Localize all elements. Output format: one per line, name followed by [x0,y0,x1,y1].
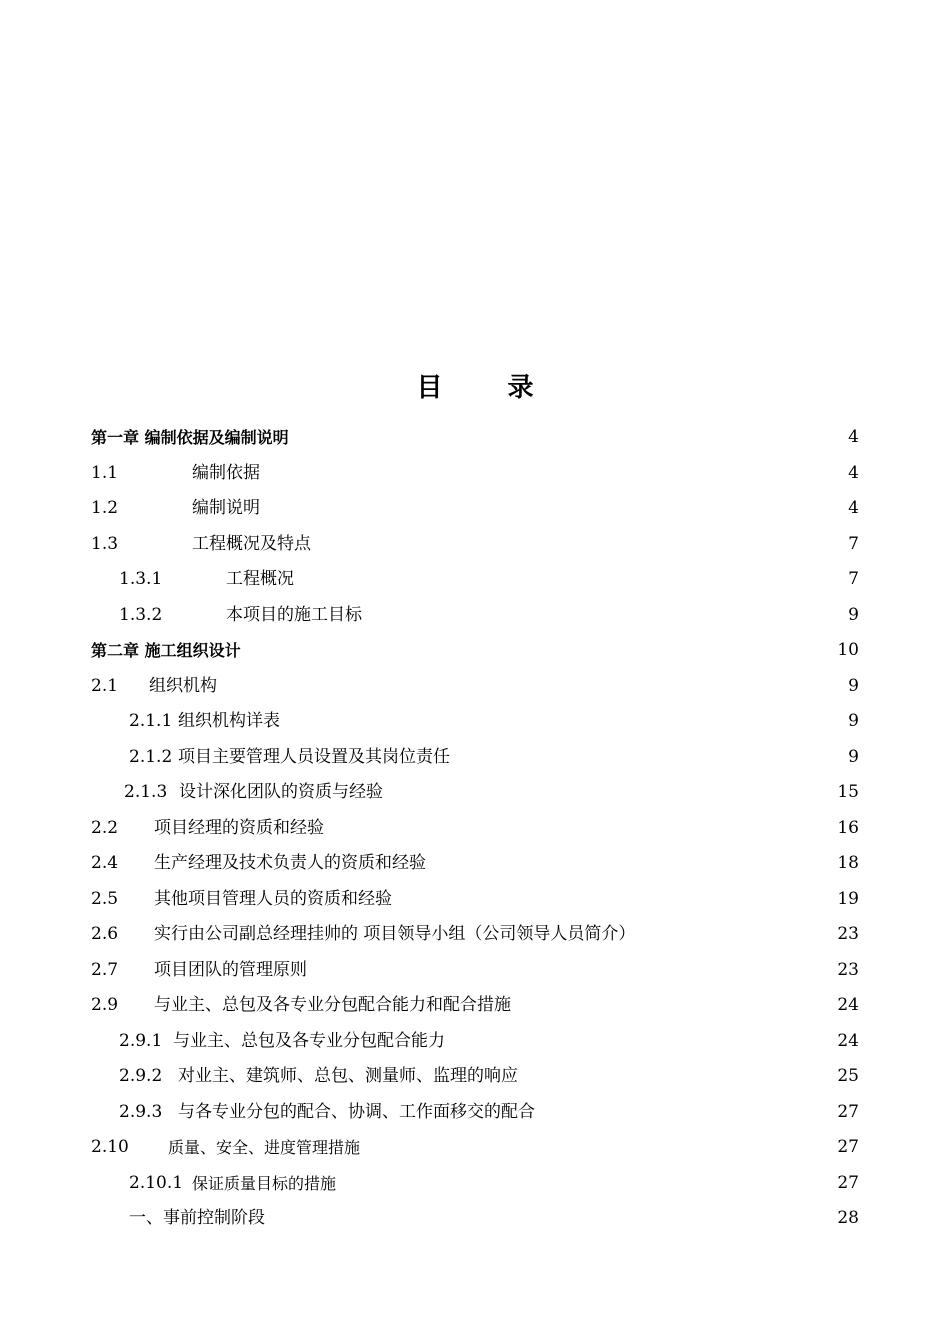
toc-entry-page: 7 [848,534,859,554]
toc-entry-label: 质量、安全、进度管理措施 [168,1138,361,1157]
toc-entry-label: 与业主、总包及各专业分包配合能力 [173,1031,445,1051]
toc-entry-number: 2.1.1 [129,711,173,731]
toc-entry-number: 2.6 [91,924,119,944]
toc-entry-page: 9 [848,747,859,767]
toc-entry-2-9-1[interactable] [0,1024,950,1059]
toc-entry-2-10-1[interactable] [0,1166,950,1201]
toc-entry-2-1-1[interactable] [0,704,950,739]
toc-entry-1-3[interactable] [0,527,950,562]
toc-entry-label: 项目团队的管理原则 [154,960,307,980]
toc-entry-page: 19 [837,889,859,909]
toc-entry-page: 9 [848,711,859,731]
toc-entry-chapter-1[interactable] [0,420,950,455]
toc-entry-page: 4 [848,427,859,447]
toc-entry-label: 设计深化团队的资质与经验 [179,782,383,802]
toc-entry-label: 与各专业分包的配合、协调、工作面移交的配合 [178,1102,535,1122]
toc-entry-page: 25 [837,1066,859,1086]
toc-entry-number: 2.1.2 [129,747,173,767]
toc-entry-label: 工程概况及特点 [192,534,311,554]
toc-entry-2-9[interactable] [0,988,950,1023]
toc-entry-2-4[interactable] [0,846,950,881]
toc-entry-label: 工程概况 [226,569,294,589]
toc-entry-page: 18 [837,853,859,873]
toc-entry-label: 编制依据 [192,463,260,483]
toc-entry-2-1-2[interactable] [0,740,950,775]
toc-entry-page: 9 [848,605,859,625]
toc-entry-number: 2.10 [91,1137,129,1157]
toc-entry-page: 23 [837,960,859,980]
toc-entry-page: 23 [837,924,859,944]
toc-entry-page: 28 [837,1208,859,1228]
toc-entry-label: 第一章 编制依据及编制说明 [91,428,289,447]
toc-entry-number: 2.1 [91,676,119,696]
toc-entry-number: 2.7 [91,960,119,980]
toc-entry-page: 7 [848,569,859,589]
toc-entry-1-3-2[interactable] [0,598,950,633]
toc-entry-number: 2.9.1 [119,1031,163,1051]
toc-entry-page: 10 [837,640,859,660]
toc-entry-number: 1.3.1 [119,569,163,589]
toc-entry-number: 1.3.2 [119,605,163,625]
page-title: 目 录 [416,373,562,403]
toc-entry-2-6[interactable] [0,917,950,952]
toc-entry-label: 与业主、总包及各专业分包配合能力和配合措施 [154,995,511,1015]
toc-entry-label: 对业主、建筑师、总包、测量师、监理的响应 [178,1066,518,1086]
toc-entry-label: 组织机构详表 [178,711,280,731]
toc-entry-page: 4 [848,498,859,518]
toc-entry-1-2[interactable] [0,491,950,526]
toc-entry-2-9-2[interactable] [0,1059,950,1094]
toc-entry-label: 组织机构 [149,676,217,696]
toc-entry-2-9-3[interactable] [0,1095,950,1130]
toc-entry-number: 1.1 [91,463,119,483]
toc-entry-number: 2.5 [91,889,119,909]
toc-entry-label: 本项目的施工目标 [226,605,362,625]
toc-entry-number: 2.4 [91,853,119,873]
toc-entry-2-1[interactable] [0,669,950,704]
toc-entry-number: 2.10.1 [129,1173,184,1193]
toc-entry-2-10[interactable] [0,1130,950,1165]
toc-entry-number: 1.3 [91,534,119,554]
toc-entry-1-3-1[interactable] [0,562,950,597]
toc-entry-2-7[interactable] [0,953,950,988]
toc-entry-page: 24 [837,995,859,1015]
toc-entry-page: 9 [848,676,859,696]
toc-entry-label: 第二章 施工组织设计 [91,641,241,660]
toc-entry-pre-control[interactable] [0,1201,950,1236]
toc-entry-number: 2.9.3 [119,1102,163,1122]
toc-entry-2-2[interactable] [0,811,950,846]
toc-entry-2-1-3[interactable] [0,775,950,810]
toc-entry-label: 其他项目管理人员的资质和经验 [154,889,392,909]
toc-entry-page: 27 [837,1137,859,1157]
toc-entry-2-5[interactable] [0,882,950,917]
toc-entry-label: 项目主要管理人员设置及其岗位责任 [178,747,450,767]
toc-entry-page: 27 [837,1102,859,1122]
toc-entry-number: 2.9 [91,995,119,1015]
toc-entry-label: 保证质量目标的措施 [192,1174,337,1193]
toc-entry-label: 项目经理的资质和经验 [154,818,324,838]
toc-entry-1-1[interactable] [0,456,950,491]
toc-entry-number: 2.1.3 [124,782,168,802]
toc-entry-page: 24 [837,1031,859,1051]
toc-entry-number: 1.2 [91,498,119,518]
toc-entry-number: 2.9.2 [119,1066,163,1086]
toc-entry-page: 15 [837,782,859,802]
toc-entry-label: 一、事前控制阶段 [129,1208,265,1228]
toc-entry-chapter-2[interactable] [0,633,950,668]
toc-entry-label: 编制说明 [192,498,260,518]
toc-entry-page: 4 [848,463,859,483]
toc-entry-label: 生产经理及技术负责人的资质和经验 [154,853,426,873]
toc-entry-number: 2.2 [91,818,119,838]
toc-entry-label: 实行由公司副总经理挂帅的 项目领导小组（公司领导人员简介） [154,924,636,944]
toc-entry-page: 27 [837,1173,859,1193]
toc-entry-page: 16 [837,818,859,838]
